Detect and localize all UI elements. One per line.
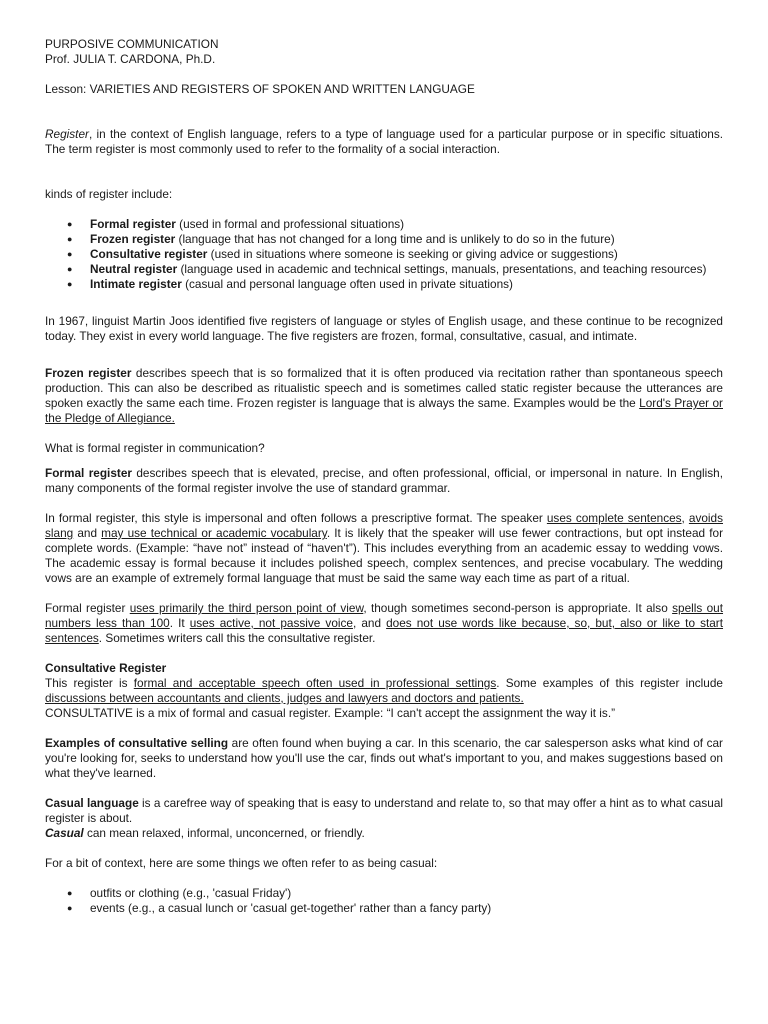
list-item: ● Intimate register (casual and personal language often used in private situations): [67, 277, 513, 291]
frozen-examples-link: Lord's Prayer or the Pledge of Allegiance.: [45, 396, 723, 425]
bullet-icon: ●: [67, 888, 73, 898]
frozen-paragraph: Frozen register describes speech that is so formalized that it is often produced via recitation rather than spontaneous speech production. This can also be described as ritualistic speech and is sometimes called static register because the utterances are spoken exactly the same each time. Frozen register is language that is always the same. Examples would be the Lord's Prayer or the Pledge of Allegiance.: [45, 366, 723, 425]
bullet-icon: ●: [67, 234, 73, 244]
list-item: ● Frozen register (language that has not changed for a long time and is unlikely to do so in the future): [67, 232, 615, 246]
casual-paragraph: Casual language is a carefree way of speaking that is easy to understand and relate to, so that may offer a hint as to what casual register is about.: [45, 796, 724, 825]
list-item: ● Consultative register (used in situations where someone is seeking or giving advice or suggestions): [67, 247, 618, 261]
register-term: Register: [45, 127, 89, 141]
formal-question: What is formal register in communication?: [45, 441, 265, 455]
casual-definition: Casual can mean relaxed, informal, unconcerned, or friendly.: [45, 826, 365, 840]
context-heading: For a bit of context, here are some things we often refer to as being casual:: [45, 856, 438, 870]
bullet-icon: ●: [67, 219, 73, 229]
consultative-selling-paragraph: Examples of consultative selling are often found when buying a car. In this scenario, the car salesperson asks what kind of car you're looking for, seeks to understand how you'll use the car, finds out what's important to you, and makes suggestions based on what they've learned.: [45, 736, 723, 780]
frozen-term: Frozen register: [45, 366, 132, 380]
formal-paragraph: Formal register describes speech that is elevated, precise, and often professional, official, or impersonal in nature. In English, many components of the formal register involve the use of standard grammar.: [45, 466, 723, 495]
kinds-heading: kinds of register include:: [45, 187, 173, 201]
list-item: ● Formal register (used in formal and professional situations): [67, 217, 405, 231]
course-title: PURPOSIVE COMMUNICATION: [45, 37, 219, 51]
formal-rules-paragraph: Formal register uses primarily the third person point of view, though sometimes second-person is appropriate. It also spells out numbers less than 100. It uses active, not passive voice, and does not use words like because, so, but, also or like to start sentences. Sometimes writers call this the consultative register.: [45, 601, 724, 645]
casual-examples-list: [45, 886, 723, 916]
register-definition: [45, 127, 723, 157]
register-definition-text: , in the context of English language, refers to a type of language used for a particular purpose or in specific situations. The term register is most commonly used to refer to the formality of a social interaction.: [45, 127, 723, 156]
formal-style-paragraph: In formal register, this style is impersonal and often follows a prescriptive format. The speaker uses complete sentences, avoids slang and may use technical or academic vocabulary. It is likely that the speaker will use fewer contractions, but opt instead for complete words. (Example: “have not” instead of “haven't”). This includes everything from an academic essay to wedding vows. The academic essay is formal because it includes polished speech, complex sentences, and precise vocabulary. The wedding vows are an example of extremely formal language that must be said the same way each time as part of a ritual.: [45, 511, 723, 585]
bullet-icon: ●: [67, 249, 73, 259]
joos-paragraph: In 1967, linguist Martin Joos identified five registers of language or styles of English usage, and these continue to be recognized today. They exist in every world language. The five registers are frozen, formal, consultative, casual, and intimate.: [45, 314, 723, 343]
list-item: ● events (e.g., a casual lunch or 'casual get-together' rather than a fancy party): [67, 901, 492, 915]
bullet-icon: ●: [67, 264, 73, 274]
lesson-title: Lesson: VARIETIES AND REGISTERS OF SPOKEN AND WRITTEN LANGUAGE: [45, 82, 475, 96]
consultative-heading: Consultative Register: [45, 661, 167, 675]
list-item: ● outfits or clothing (e.g., 'casual Friday'): [67, 886, 292, 900]
consultative-mix: CONSULTATIVE is a mix of formal and casual register. Example: “I can't accept the assignment the way it is.”: [45, 706, 616, 720]
professor-name: Prof. JULIA T. CARDONA, Ph.D.: [45, 52, 216, 66]
bullet-icon: ●: [67, 279, 73, 289]
list-item: ● Neutral register (language used in academic and technical settings, manuals, presentations, and teaching resources): [67, 262, 707, 276]
bullet-icon: ●: [67, 903, 73, 913]
formal-term: Formal register: [45, 466, 132, 480]
kinds-list: [45, 217, 723, 292]
consultative-paragraph: This register is formal and acceptable speech often used in professional settings. Some examples of this register include discussions between accountants and clients, judges and lawyers and doctors and patients.: [45, 676, 723, 705]
